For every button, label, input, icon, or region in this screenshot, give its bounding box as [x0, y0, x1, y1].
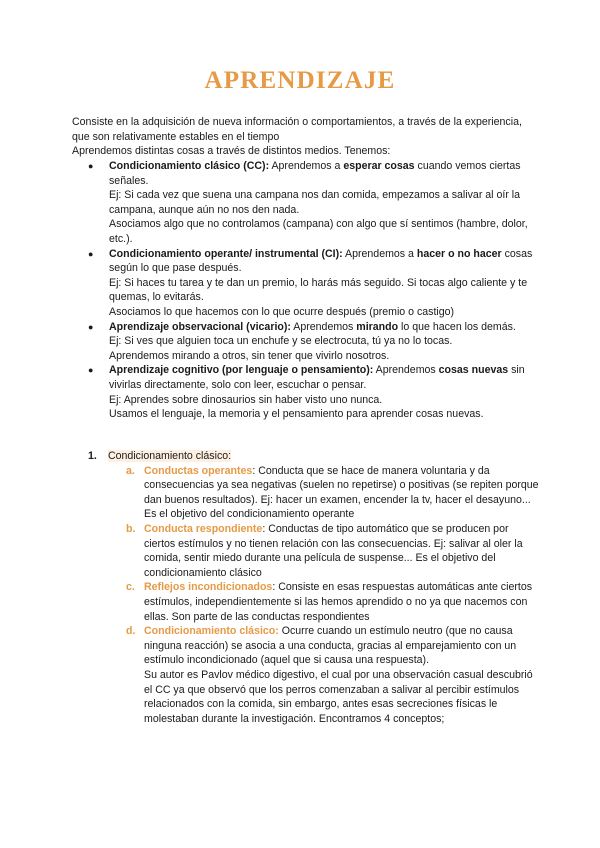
bullet-example: Ej: Si cada vez que suena una campana nos dan comida, empezamos a salivar al oír la campana, aunque aún no nos den nada. [109, 189, 521, 216]
list-item: ● Aprendizaje cognitivo (por lenguaje o pensamiento): Aprendemos cosas nuevas sin vivirlas directamente, solo con leer, escuchar o pensar. Ej: Aprendes sobre dinosaurios sin haber visto uno nunca. Usamos el lenguaje, la memoria y el pensamiento para aprender cosas nuevas. [72, 363, 538, 421]
item-term: Conductas operantes [144, 464, 253, 477]
item-letter: b. [126, 522, 136, 535]
bullet-icon: ● [88, 365, 94, 376]
bullet-icon: ● [88, 248, 94, 259]
list-item: ● Condicionamiento clásico (CC): Aprendemos a esperar cosas cuando vemos ciertas señales. Ej: Si cada vez que suena una campana nos dan comida, empezamos a salivar al oír la campana, aunque aún no nos den nada. Asociamos algo que no controlamos (campana) con algo que sí sentimos (hambre, dolor, etc.). [72, 159, 538, 247]
bullet-term: Condicionamiento operante/ instrumental (CI): [109, 247, 343, 260]
bullet-icon: ● [88, 321, 94, 332]
bullet-summary: Usamos el lenguaje, la memoria y el pensamiento para aprender cosas nuevas. [109, 408, 484, 421]
intro-definition: Consiste en la adquisición de nueva información o comportamientos, a través de la experiencia, que son relativamente estables en el tiempo [72, 116, 522, 143]
list-item: b. Conducta respondiente: Conductas de tipo automático que se producen por ciertos estímulos y no tienen relación con las consecuencias. Ej: salivar al oler la comida, sentir miedo durante una película de suspense... Es el objetivo del condicionamiento clásico [126, 522, 523, 579]
item-extra: Su autor es Pavlov médico digestivo, el cual por una observación casual descubrió el CC ya que observó que los perros comenzaban a salivar al percibir estímulos relacionados con la comida, sin embargo, antes esas secreciones físicas le molestaban durante la investigación. Encontramos 4 conceptos; [144, 668, 533, 725]
bullet-summary: Asociamos lo que hacemos con lo que ocurre después (premio o castigo) [109, 305, 455, 318]
bullet-example: Ej: Si haces tu tarea y te dan un premio, lo harás más seguido. Si tocas algo caliente y te quemas, lo evitarás. [109, 276, 528, 304]
bullet-term: Aprendizaje cognitivo (por lenguaje o pensamiento): [109, 364, 374, 377]
item-letter: d. [126, 625, 136, 638]
page-title: APRENDIZAJE [204, 67, 396, 94]
intro-block [72, 115, 542, 159]
list-item: ● Condicionamiento operante/ instrumental (CI): Aprendemos a hacer o no hacer cosas según lo que pase después. Ej: Si haces tu tarea y te dan un premio, lo harás más seguido. Si tocas algo caliente y te quemas, lo evitarás. Asociamos lo que hacemos con lo que ocurre después (premio o castigo) [72, 247, 538, 320]
bullet-summary: Aprendemos mirando a otros, sin tener que vivirlo nosotros. [109, 349, 390, 362]
list-item: ● Aprendizaje observacional (vicario): Aprendemos mirando lo que hacen los demás. Ej: Si ves que alguien toca un enchufe y se electrocuta, tú ya no lo tocas. Aprendemos mirando a otros, sin tener que vivirlo nosotros. [72, 320, 538, 364]
list-item: c. Reflejos incondicionados: Consiste en esas respuestas automáticas ante ciertos estímulos, independientemente si las hemos aprendido o no ya que nacemos con ellas. Son parte de las conductas respondientes [126, 581, 533, 623]
section-number: 1. [88, 450, 97, 462]
bullet-example: Ej: Si ves que alguien toca un enchufe y se electrocuta, tú ya no lo tocas. [109, 335, 453, 348]
item-letter: a. [126, 464, 135, 477]
intro-lead: Aprendemos distintas cosas a través de distintos medios. Tenemos: [72, 145, 391, 158]
item-term: Conducta respondiente [144, 522, 263, 535]
list-item: d. Condicionamiento clásico: Ocurre cuando un estímulo neutro (que no causa ninguna reacción) se asocia a una conducta, gracias al emparejamiento con un estímulo incondicionado (aquel que si causa una respuesta). Su autor es Pavlov médico digestivo, el cual por una observación casual descubrió el CC ya que observó que los perros comenzaban a salivar al percibir estímulos relacionados con la comida, sin embargo, antes esas secreciones físicas le molestaban durante la investigación. Encontramos 4 conceptos; [72, 624, 542, 726]
list-item: a. Conductas operantes: Conducta que se hace de manera voluntaria y da consecuencias ya sea negativas (suelen no repetirse) o positivas (se repiten porque dan buenos resultados). Ej: hacer un examen, encender la tv, hacer el desayuno... Es el objetivo del condicionamiento operante [126, 464, 539, 521]
item-term: Condicionamiento clásico: [144, 625, 279, 638]
learning-types-list [72, 159, 538, 422]
bullet-icon: ● [88, 161, 94, 171]
bullet-summary: Asociamos algo que no controlamos (campana) con algo que sí sentimos (hambre, dolor, etc.). [109, 218, 528, 245]
section-classical-conditioning [72, 449, 542, 726]
section-heading [72, 449, 542, 464]
bullet-term: Condicionamiento clásico (CC): [109, 160, 270, 172]
item-letter: c. [126, 581, 135, 594]
item-term: Reflejos incondicionados [144, 581, 273, 594]
bullet-term: Aprendizaje observacional (vicario): [109, 320, 291, 333]
bullet-example: Ej: Aprendes sobre dinosaurios sin haber visto uno nunca. [109, 393, 383, 406]
section-heading-text: Condicionamiento clásico: [108, 450, 232, 462]
